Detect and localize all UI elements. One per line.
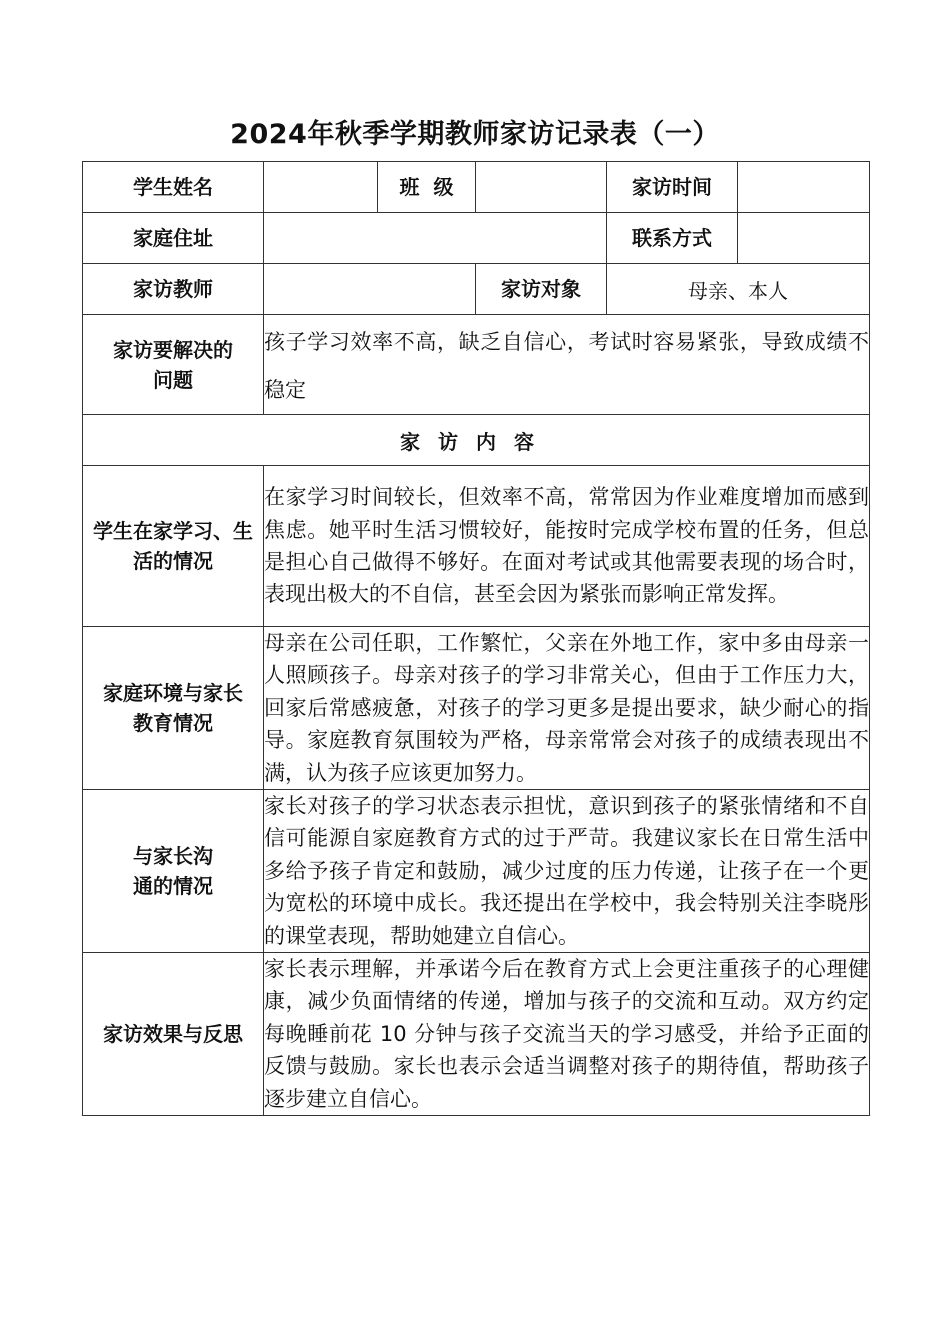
effect-text[interactable]: 家长表示理解，并承诺今后在教育方式上会更注重孩子的心理健康，减少负面情绪的传递，增加与孩子的交流和互动。双方约定每晚睡前花 10 分钟与孩子交流当天的学习感受，并给予正面的反馈与鼓励。家长也表示会适当调整对孩子的期待值，帮助孩子逐步建立自信心。 (264, 953, 870, 1116)
page-title: 2024年秋季学期教师家访记录表（一） (230, 119, 720, 150)
visit-time-label: 家访时间 (607, 162, 738, 213)
family-env-text[interactable]: 母亲在公司任职，工作繁忙，父亲在外地工作，家中多由母亲一人照顾孩子。母亲对孩子的学习非常关心，但由于工作压力大，回家后常感疲惫，对孩子的学习更多是提出要求，缺少耐心的指导。家庭教育氛围较为严格，母亲常常会对孩子的成绩表现出不满，认为孩子应该更加努力。 (264, 627, 870, 790)
contact-label: 联系方式 (607, 213, 738, 264)
address-label: 家庭住址 (83, 213, 264, 264)
row-family-env (83, 627, 870, 790)
row-student-info (83, 162, 870, 213)
visit-time-field[interactable] (738, 162, 870, 213)
family-env-label: 家庭环境与家长教育情况 (83, 627, 264, 790)
row-communication (83, 790, 870, 953)
contact-field[interactable] (738, 213, 870, 264)
teacher-field[interactable] (264, 264, 476, 315)
communication-label: 与家长沟通的情况 (83, 790, 264, 953)
effect-label: 家访效果与反思 (83, 953, 264, 1116)
study-life-text[interactable]: 在家学习时间较长，但效率不高，常常因为作业难度增加而感到焦虑。她平时生活习惯较好，能按时完成学校布置的任务，但总是担心自己做得不够好。在面对考试或其他需要表现的场合时，表现出极大的不自信，甚至会因为紧张而影响正常发挥。 (264, 466, 870, 627)
section-header: 家访内容 (83, 415, 870, 466)
visit-target-label: 家访对象 (476, 264, 607, 315)
class-field[interactable] (476, 162, 607, 213)
student-name-field[interactable] (264, 162, 378, 213)
row-issue (83, 315, 870, 415)
communication-text[interactable]: 家长对孩子的学习状态表示担忧，意识到孩子的紧张情绪和不自信可能源自家庭教育方式的过于严苛。我建议家长在日常生活中多给予孩子肯定和鼓励，减少过度的压力传递，让孩子在一个更为宽松的环境中成长。我还提出在学校中，我会特别关注李晓彤的课堂表现，帮助她建立自信心。 (264, 790, 870, 953)
issue-text[interactable]: 孩子学习效率不高，缺乏自信心，考试时容易紧张，导致成绩不稳定 (264, 315, 870, 415)
student-name-label: 学生姓名 (83, 162, 264, 213)
row-address (83, 213, 870, 264)
row-section-header (83, 415, 870, 466)
issue-label: 家访要解决的问题 (83, 315, 264, 415)
row-teacher (83, 264, 870, 315)
class-label: 班 级 (378, 162, 476, 213)
home-visit-form (82, 161, 870, 1116)
teacher-label: 家访教师 (83, 264, 264, 315)
row-study-life (83, 466, 870, 627)
visit-target-field[interactable]: 母亲、本人 (607, 264, 870, 315)
study-life-label: 学生在家学习、生活的情况 (83, 466, 264, 627)
row-effect (83, 953, 870, 1116)
address-field[interactable] (264, 213, 607, 264)
